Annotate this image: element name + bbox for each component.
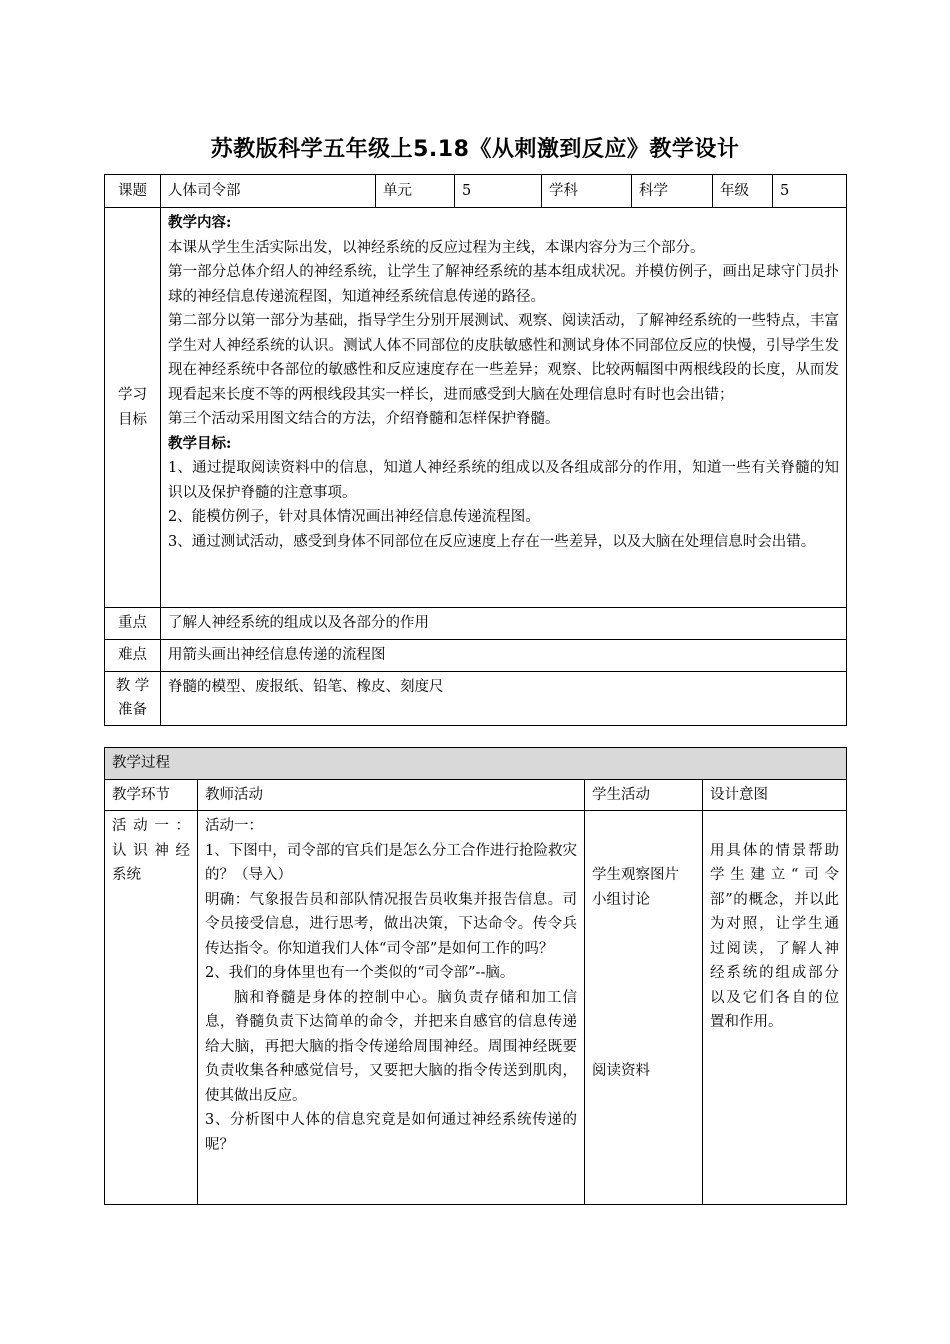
teacher-line: 活动一：: [205, 818, 263, 834]
prep-label: 教 学准备: [105, 671, 161, 725]
grade-label: 年级: [713, 175, 773, 208]
topic-value: 人体司令部: [161, 175, 376, 208]
content-paragraph: 第三个活动采用图文结合的方法，介绍脊髓和怎样保护脊髓。: [168, 411, 560, 427]
objective-item: 3、通过测试活动，感受到身体不同部位在反应速度上存在一些差异，以及大脑在处理信息时会出错。: [168, 533, 816, 550]
teacher-line: 1、下图中，司令部的官兵们是怎么分工合作进行抢险救灾的？（导入）: [205, 842, 577, 883]
difficulty-label: 难点: [105, 639, 161, 671]
subject-value: 科学: [632, 175, 713, 208]
goals-content: [161, 208, 847, 608]
key-point-label: 重点: [105, 608, 161, 640]
objective-item: 1、通过提取阅读资料中的信息，知道人神经系统的组成以及各组成部分的作用，知道一些有关脊髓的知识以及保护脊髓的注意事项。: [168, 460, 839, 501]
student-line: 学生观察图片: [592, 867, 679, 883]
teacher-line: 明确：气象报告员和部队情况报告员收集并报告信息。司令员接受信息，进行思考，做出决策，下达命令。传令兵传达指令。你知道我们人体“司令部”是如何工作的吗？: [205, 891, 577, 957]
grade-value: 5: [773, 175, 847, 208]
student-activity: [585, 811, 703, 1205]
subject-label: 学科: [542, 175, 632, 208]
teacher-activity: [198, 811, 585, 1205]
process-table: [104, 747, 847, 1205]
header-stage: 教学环节: [105, 779, 198, 811]
goals-label: 学习目标: [105, 208, 161, 608]
content-paragraph: 本课从学生生活实际出发，以神经系统的反应过程为主线，本课内容分为三个部分。: [168, 239, 705, 256]
header-intent: 设计意图: [703, 779, 847, 811]
difficulty-text: 用箭头画出神经信息传递的流程图: [161, 639, 847, 671]
content-paragraph: 第二部分以第一部分为基础，指导学生分别开展测试、观察、阅读活动，了解神经系统的一些特点，丰富学生对人神经系统的认识。测试人体不同部位的皮肤敏感性和测试身体不同部位反应的快慢，引导学生发现在神经系统中各部位的敏感性和反应速度存在一些差异；观察、比较两幅图中两根线段的长度，从而发现看起来长度不等的两根线段其实一样长，进而感受到大脑在处理信息时有时也会出错；: [168, 313, 839, 403]
objectives-heading: 教学目标:: [168, 434, 232, 452]
teacher-line: 2、我们的身体里也有一个类似的“司令部”--脑。: [205, 965, 515, 981]
lesson-info-table: [104, 174, 847, 726]
process-heading: 教学过程: [105, 748, 847, 780]
student-line: 阅读资料: [592, 1063, 650, 1079]
header-teacher: 教师活动: [198, 779, 585, 811]
intent-text: 用具体的情景帮助学生建立“司令部”的概念，并以此为对照，让学生通过阅读，了解人神经系统的组成部分以及它们各自的位置和作用。: [710, 842, 839, 1030]
design-intent: [703, 811, 847, 1205]
teacher-line: 脑和脊髓是身体的控制中心。脑负责存储和加工信息，脊髓负责下达简单的命令，并把来自感官的信息传递给大脑，再把大脑的指令传递给周围神经。周围神经既要负责收集各种感觉信号，又要把大脑的指令传送到肌肉，使其做出反应。: [205, 989, 577, 1104]
teacher-line: 3、分析图中人体的信息究竟是如何通过神经系统传递的呢？: [205, 1112, 577, 1153]
document-title: 苏教版科学五年级上5.18《从刺激到反应》教学设计: [210, 137, 740, 162]
unit-value: 5: [455, 175, 542, 208]
header-student: 学生活动: [585, 779, 703, 811]
key-point-text: 了解人神经系统的组成以及各部分的作用: [161, 608, 847, 640]
content-heading: 教学内容:: [168, 214, 232, 231]
prep-text: 脊髓的模型、废报纸、铅笔、橡皮、刻度尺: [161, 671, 847, 725]
unit-label: 单元: [376, 175, 455, 208]
content-paragraph: 第一部分总体介绍人的神经系统，让学生了解神经系统的基本组成状况。并模仿例子，画出足球守门员扑球的神经信息传递流程图，知道神经系统信息传递的路径。: [168, 264, 839, 305]
stage-cell: 活 动 一 ：认 识 神 经系统: [105, 811, 198, 1205]
topic-label: 课题: [105, 175, 161, 208]
student-line: 小组讨论: [592, 891, 650, 908]
objective-item: 2、能模仿例子，针对具体情况画出神经信息传递流程图。: [168, 509, 540, 525]
